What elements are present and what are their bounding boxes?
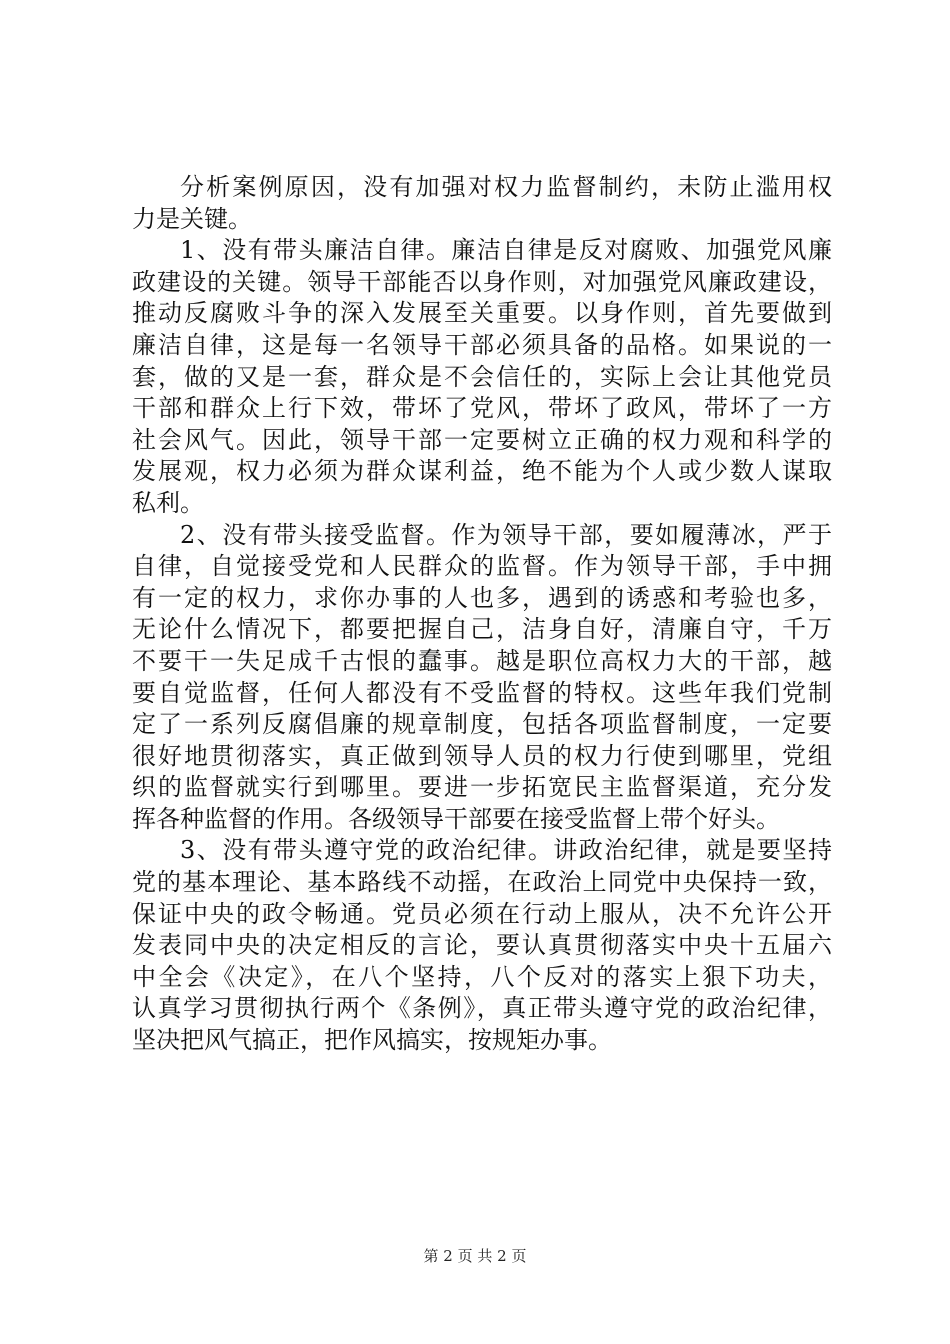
text-line: 廉洁自律，这是每一名领导干部必须具备的品格。如果说的一 [132, 330, 832, 359]
text-line: 发表同中央的决定相反的言论，要认真贯彻落实中央十五届六 [132, 931, 832, 960]
text-line: 不要干一失足成千古恨的蠢事。越是职位高权力大的干部，越 [132, 646, 832, 675]
text-line: 力是关键。 [132, 204, 252, 233]
text-line: 织的监督就实行到哪里。要进一步拓宽民主监督渠道，充分发 [132, 773, 832, 802]
text-line: 发展观，权力必须为群众谋利益，绝不能为个人或少数人谋取 [132, 457, 832, 486]
text-line: 要自觉监督，任何人都没有不受监督的特权。这些年我们党制 [132, 678, 832, 707]
text-line: 2、没有带头接受监督。作为领导干部，要如履薄冰，严于 [180, 520, 832, 549]
paragraph-supervision [132, 520, 832, 836]
text-line: 定了一系列反腐倡廉的规章制度，包括各项监督制度，一定要 [132, 710, 832, 739]
text-line: 保证中央的政令畅通。党员必须在行动上服从，决不允许公开 [132, 899, 832, 928]
paragraph-intro [132, 172, 832, 235]
text-line: 很好地贯彻落实，真正做到领导人员的权力行使到哪里，党组 [132, 741, 832, 770]
text-line: 挥各种监督的作用。各级领导干部要在接受监督上带个好头。 [132, 804, 780, 833]
text-line: 认真学习贯彻执行两个《条例》，真正带头遵守党的政治纪律， [132, 994, 832, 1023]
text-line: 党的基本理论、基本路线不动摇，在政治上同党中央保持一致， [132, 868, 832, 897]
text-line: 无论什么情况下，都要把握自己，洁身自好，清廉自守，千万 [132, 615, 832, 644]
text-line: 分析案例原因，没有加强对权力监督制约，未防止滥用权 [180, 173, 832, 201]
text-line: 1、没有带头廉洁自律。廉洁自律是反对腐败、加强党风廉 [180, 236, 832, 265]
text-line: 坚决把风气搞正，把作风搞实，按规矩办事。 [132, 1026, 612, 1055]
text-line: 有一定的权力，求你办事的人也多，遇到的诱惑和考验也多， [132, 583, 832, 612]
text-line: 自律，自觉接受党和人民群众的监督。作为领导干部，手中拥 [132, 552, 832, 581]
page-number-footer: 第 2 页 共 2 页 [423, 1247, 527, 1265]
text-line: 3、没有带头遵守党的政治纪律。讲政治纪律，就是要坚持 [180, 836, 832, 865]
text-line: 套，做的又是一套，群众是不会信任的，实际上会让其他党员 [132, 362, 832, 391]
text-line: 推动反腐败斗争的深入发展至关重要。以身作则，首先要做到 [132, 299, 832, 328]
paragraph-self-discipline [132, 235, 832, 519]
document-body [132, 172, 832, 1057]
text-line: 中全会《决定》，在八个坚持，八个反对的落实上狠下功夫， [132, 962, 832, 991]
text-line: 政建设的关键。领导干部能否以身作则，对加强党风廉政建设， [132, 267, 832, 296]
text-line: 私利。 [132, 488, 204, 517]
paragraph-political-discipline [132, 835, 832, 1056]
text-line: 社会风气。因此，领导干部一定要树立正确的权力观和科学的 [132, 425, 832, 454]
text-line: 干部和群众上行下效，带坏了党风，带坏了政风，带坏了一方 [132, 394, 832, 423]
